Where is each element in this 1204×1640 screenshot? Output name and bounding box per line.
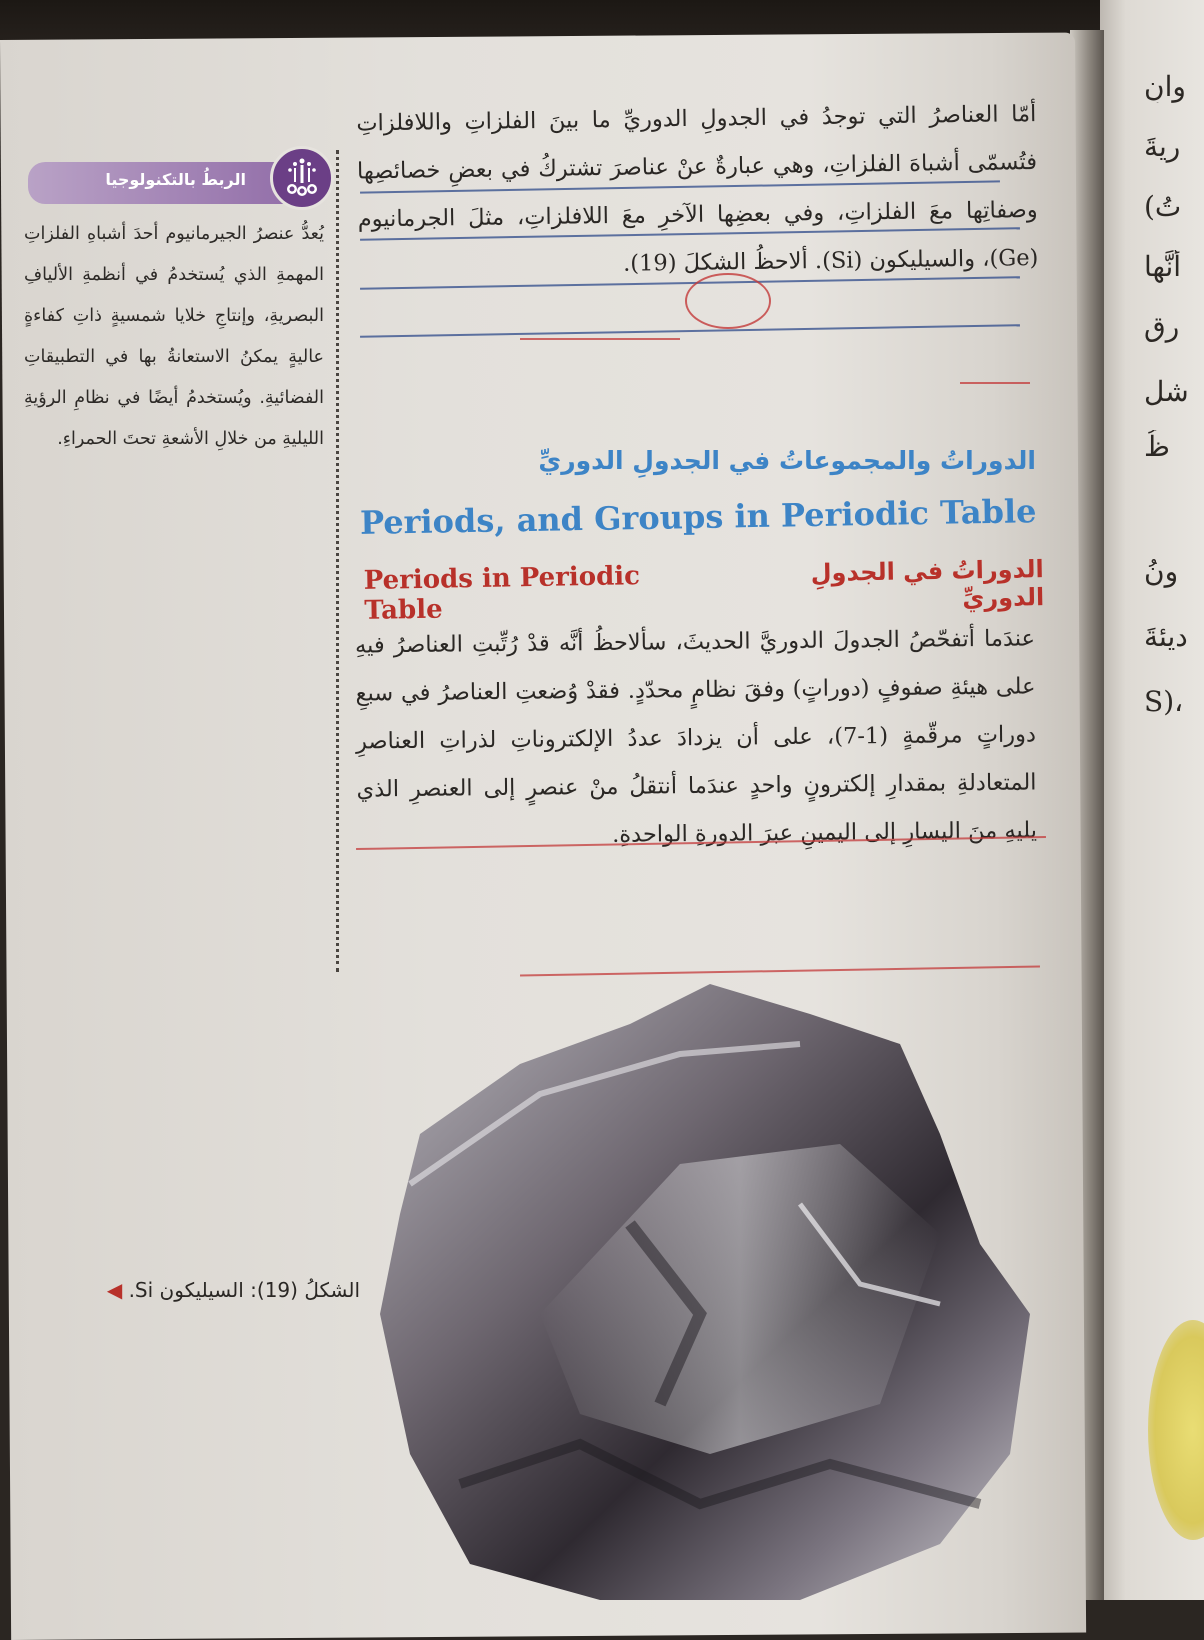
caption-text: الشكلُ (19): السيليكون Si. <box>128 1278 360 1302</box>
pen-underline-red <box>520 338 680 340</box>
technology-icon <box>270 146 334 210</box>
right-page-fragment: أنَّها <box>1144 250 1182 283</box>
section-heading-arabic: الدوراتُ والمجموعاتُ في الجدولِ الدوريِّ <box>538 446 1036 475</box>
sidebar-body-text: يُعدُّ عنصرُ الجيرمانيوم أحدَ أشباهِ الفلزاتِ المهمةِ الذي يُستخدمُ في أنظمةِ الأليافِ البصريةِ، وإنتاجِ خلايا شمسيةٍ ذاتِ كفاءةٍ عاليةٍ يمكنُ الاستعانةُ بها في التطبيقاتِ الفضائيةِ. ويُستخدمُ أيضًا في نظامِ الرؤيةِ الليليةِ من خلالِ الأشعةِ تحتَ الحمراءِ. <box>24 224 324 449</box>
figure-caption <box>70 1278 360 1302</box>
pen-circle <box>680 268 780 334</box>
right-page-fragment: تُ) <box>1144 190 1182 223</box>
right-page-fragment: ديئةَ <box>1144 620 1188 653</box>
right-page-fragment: شل <box>1144 375 1189 408</box>
right-page-fragment: ظُ <box>1144 430 1170 463</box>
technology-icon-graphic <box>273 149 331 207</box>
pen-underline-red <box>960 382 1030 384</box>
paragraph-metalloids: أمّا العناصرُ التي توجدُ في الجدولِ الدوريِّ ما بينَ الفلزاتِ واللافلزاتِ فتُسمّى أشباهَ الفلزاتِ، وهي عبارةٌ عنْ عناصرَ تشتركُ في بعضِ خصائصِها وصفاتِها معَ الفلزاتِ، وفي بعضِها الآخرِ معَ اللافلزاتِ، مثلَ الجرمانيوم (Ge)، والسيليكون (Si). ألاحظُ الشكلَ (19). <box>356 100 1039 277</box>
silicon-rock-graphic <box>380 984 1036 1600</box>
right-page-fragment: وانِ <box>1144 70 1186 103</box>
right-page-fragment: ،(S <box>1144 685 1184 718</box>
section-heading-english: Periods, and Groups in Periodic Table <box>359 492 1037 542</box>
subheading-english: Periods in Periodic Table <box>363 561 641 626</box>
subheading-arabic: الدوراتُ في الجدولِ الدوريِّ <box>810 555 1045 613</box>
paragraph-periods: عندَما أتفحّصُ الجدولَ الدوريَّ الحديثَ، سألاحظُ أنَّه قدْ رُتِّبتِ العناصرُ فيهِ على هيئةِ صفوفٍ (دوراتٍ) وفقَ نظامٍ محدّدٍ. فقدْ وُضعتِ العناصرُ في سبعِ دوراتٍ مرقّمةٍ (1-7)، على أن يزدادَ عددُ الإلكتروناتِ لذراتِ العناصرِ المتعادلةِ بمقدارِ إلكترونٍ واحدٍ عندَما أنتقلُ منْ عنصرٍ إلى العنصرِ الذي يليهِ منَ اليسارِ إلى اليمينِ عبرَ الدورةِ الواحدةِ. <box>354 625 1038 848</box>
right-page-fragment: رقِ <box>1144 310 1180 343</box>
sidebar-title: الربطُ بالتكنولوجيا <box>105 170 246 189</box>
column-divider <box>336 150 339 972</box>
figure-silicon-image <box>380 984 1036 1600</box>
triangle-left-icon: ◀ <box>106 1278 123 1302</box>
right-page-fragment: ونُ <box>1144 555 1179 588</box>
right-page-fragment: ريةَ <box>1144 130 1181 163</box>
